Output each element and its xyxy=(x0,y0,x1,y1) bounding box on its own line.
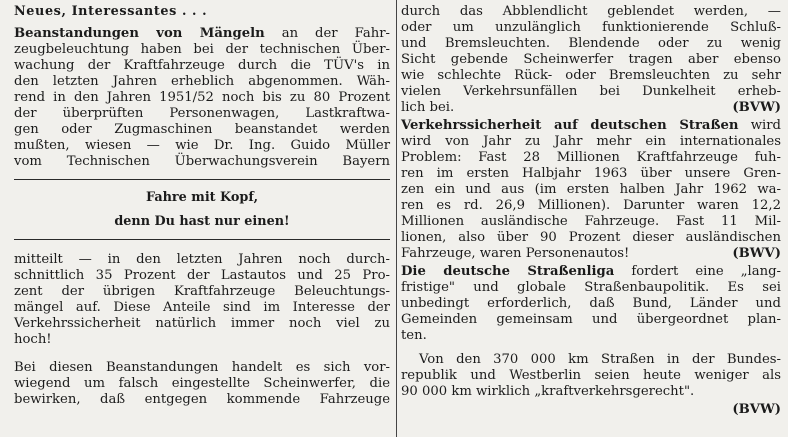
article1-line: gen oder Zugmaschinen beanstandet werden xyxy=(14,122,390,137)
article3-first-line xyxy=(401,264,781,280)
article1-line1-rest: an der Fahr- xyxy=(281,26,390,41)
article2-first-line xyxy=(401,118,781,134)
section-title: Neues, Interessantes . . . xyxy=(14,4,208,19)
continued-line: bewirken, daß entgegen kommende Fahrzeuge xyxy=(14,392,390,407)
article1-cont-line: oder um unzulänglich funktionierende Schluß- xyxy=(401,20,781,35)
article1-line: den letzten Jahren erheblich abgenommen. Wäh- xyxy=(14,74,390,89)
article3-line: Von den 370 000 km Straßen in der Bundes- xyxy=(419,352,781,367)
article1-cont-line: und Bremsleuchten. Blendende oder zu wenig xyxy=(401,36,781,51)
article1-line: der überprüften Personenwagen, Lastkraftwa- xyxy=(14,106,390,121)
article3-line: fristige" und globale Straßenbaupolitik. Es sei xyxy=(401,280,781,295)
source-tag: (BWV) xyxy=(732,246,781,261)
article2-last-line xyxy=(401,246,781,262)
continued-line: Bei diesen Beanstandungen handelt es sich vor- xyxy=(14,360,390,375)
continued-line: schnittlich 35 Prozent der Lastautos und 25 Pro- xyxy=(14,268,390,283)
article3-line: 90 000 km wirklich „kraftverkehrsgerecht". xyxy=(401,384,695,399)
article2-line: ren im ersten Halbjahr 1963 über unsere Gren- xyxy=(401,166,781,181)
column-divider xyxy=(396,0,397,437)
article3-lead: Die deutsche Straßenliga xyxy=(401,264,615,279)
continued-line: mängel auf. Diese Anteile sind im Interesse der xyxy=(14,300,390,315)
continued-line: zent der übrigen Kraftfahrzeuge Beleuchtungs- xyxy=(14,284,390,299)
article1-first-line xyxy=(14,26,390,42)
article2-line: zen ein und aus (im ersten halben Jahr 1962 wa- xyxy=(401,182,781,197)
article2-line: Problem: Fast 28 Millionen Kraftfahrzeuge fuh- xyxy=(401,150,781,165)
divider-rule xyxy=(14,239,390,240)
article1-line: zeugbeleuchtung haben bei der technischen Über- xyxy=(14,42,390,57)
article1-cont-line: Sicht gebende Scheinwerfer tragen aber ebenso xyxy=(401,52,781,67)
article3-line1-rest: fordert eine „lang- xyxy=(631,264,781,279)
source-tag: (BVW) xyxy=(732,100,781,115)
article1-line: wachung der Kraftfahrzeuge durch die TÜV's in xyxy=(14,58,390,73)
article3-line: Gemeinden gemeinsam und übergeordnet plan- xyxy=(401,312,781,327)
article3-line: republik und Westberlin seien heute weniger als xyxy=(401,368,781,383)
article1-line: rend in den Jahren 1951/52 noch bis zu 80 Prozent xyxy=(14,90,390,105)
source-tag: (BVW) xyxy=(732,402,781,417)
article2-line: ren es rd. 26,9 Millionen). Darunter waren 12,2 xyxy=(401,198,781,213)
article2-line: wird von Jahr zu Jahr mehr ein internationales xyxy=(401,134,781,149)
continued-line: hoch! xyxy=(14,332,52,347)
article1-cont-line: vielen Verkehrsunfällen bei Dunkelheit erheb- xyxy=(401,84,781,99)
article1-cont-line: durch das Abblendlicht geblendet werden, — xyxy=(401,4,781,19)
continued-line: mitteilt — in den letzten Jahren noch durch- xyxy=(14,252,390,267)
continued-line: wiegend um falsch eingestellte Scheinwerfer, die xyxy=(14,376,390,391)
article1-line: vom Technischen Überwachungsverein Bayern xyxy=(14,154,390,169)
article3-line: unbedingt erforderlich, daß Bund, Länder und xyxy=(401,296,781,311)
article2-line: lionen, also über 90 Prozent dieser ausländischen xyxy=(401,230,781,245)
article3-line: ten. xyxy=(401,328,427,343)
continued-line: Verkehrssicherheit natürlich immer noch viel zu xyxy=(14,316,390,331)
divider-rule xyxy=(14,179,390,180)
article1-cont-last-line xyxy=(401,100,781,116)
article1-cont-line: wie schlechte Rück- oder Bremsleuchten zu sehr xyxy=(401,68,781,83)
article1-lead: Beanstandungen von Mängeln xyxy=(14,26,265,41)
article2-line1-rest: wird xyxy=(750,118,781,133)
article2-line: Millionen ausländische Fahrzeuge. Fast 11 Mil- xyxy=(401,214,781,229)
slogan-line-2: denn Du hast nur einen! xyxy=(114,214,290,229)
article1-cont-line: lich bei. xyxy=(401,100,455,115)
article2-lead: Verkehrssicherheit auf deutschen Straßen xyxy=(401,118,739,133)
article2-line: Fahrzeuge, waren Personenautos! xyxy=(401,246,630,261)
article1-line: mußten, wiesen — wie Dr. Ing. Guido Müller xyxy=(14,138,390,153)
slogan-line-1: Fahre mit Kopf, xyxy=(145,190,259,205)
